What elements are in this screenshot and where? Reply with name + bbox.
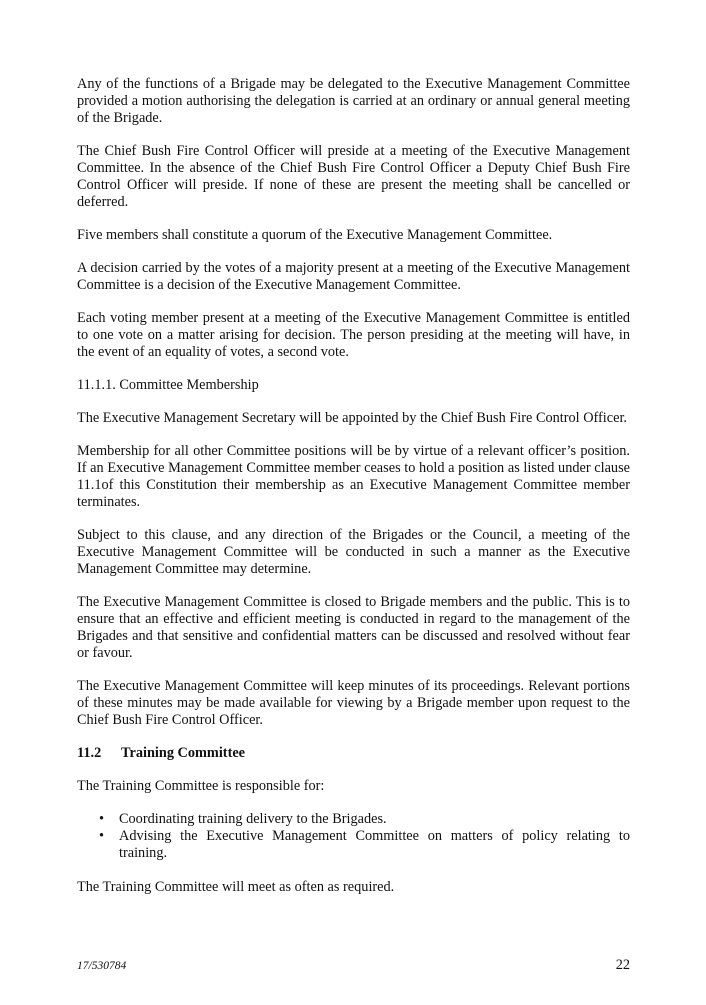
paragraph-training-meetings: The Training Committee will meet as often as required. bbox=[77, 879, 395, 895]
paragraph-membership: Membership for all other Committee positions will be by virtue of a relevant officer’s position. If an Executive Management Committee member ceases to hold a position as listed under clause 11.1of this Constitution their membership as an Executive Management Committee member terminates. bbox=[77, 443, 630, 510]
paragraph-quorum: Five members shall constitute a quorum of the Executive Management Committee. bbox=[77, 227, 553, 243]
paragraph-training-intro: The Training Committee is responsible for: bbox=[77, 778, 325, 794]
subsection-heading-committee-membership: 11.1.1. Committee Membership bbox=[77, 377, 259, 393]
section-heading-training-committee bbox=[77, 745, 630, 762]
page-number: 22 bbox=[615, 957, 630, 973]
paragraph-majority-decision: A decision carried by the votes of a majority present at a meeting of the Executive Management Committee is a decision of the Executive Management Committee. bbox=[77, 260, 630, 293]
training-responsibilities-list bbox=[77, 811, 630, 862]
bullet-icon: • bbox=[99, 811, 105, 827]
paragraph-meeting-conduct: Subject to this clause, and any direction of the Brigades or the Council, a meeting of the Executive Management Committee will be conducted in such a manner as the Executive Management Committee may determine. bbox=[77, 527, 630, 577]
section-number: 11.2 bbox=[77, 745, 102, 761]
paragraph-voting: Each voting member present at a meeting of the Executive Management Committee is entitled to one vote on a matter arising for decision. The person presiding at the meeting will have, in the event of an equality of votes, a second vote. bbox=[77, 310, 630, 360]
list-item bbox=[77, 828, 630, 862]
paragraph-minutes: The Executive Management Committee will keep minutes of its proceedings. Relevant portions of these minutes may be made available for viewing by a Brigade member upon request to the Chief Bush Fire Control Officer. bbox=[77, 678, 630, 728]
document-body bbox=[77, 76, 630, 912]
section-title: Training Committee bbox=[121, 745, 246, 761]
paragraph-closed-meetings: The Executive Management Committee is closed to Brigade members and the public. This is to ensure that an effective and efficient meeting is conducted in regard to the management of the Brigades and that sensitive and confidential matters can be discussed and resolved without fear or favour. bbox=[77, 594, 630, 661]
list-item bbox=[77, 811, 630, 828]
bullet-icon: • bbox=[99, 828, 105, 844]
paragraph-delegation: Any of the functions of a Brigade may be delegated to the Executive Management Committee provided a motion authorising the delegation is carried at an ordinary or annual general meeting of the Brigade. bbox=[77, 76, 630, 126]
paragraph-presiding-officer: The Chief Bush Fire Control Officer will preside at a meeting of the Executive Management Committee. In the absence of the Chief Bush Fire Control Officer a Deputy Chief Bush Fire Control Officer will preside. If none of these are present the meeting shall be cancelled or deferred. bbox=[77, 143, 630, 210]
list-item-text: Advising the Executive Management Committee on matters of policy relating to training. bbox=[119, 828, 630, 861]
document-reference: 17/530784 bbox=[77, 960, 127, 972]
list-item-text: Coordinating training delivery to the Brigades. bbox=[119, 811, 387, 827]
paragraph-secretary-appointment: The Executive Management Secretary will be appointed by the Chief Bush Fire Control Officer. bbox=[77, 410, 628, 426]
